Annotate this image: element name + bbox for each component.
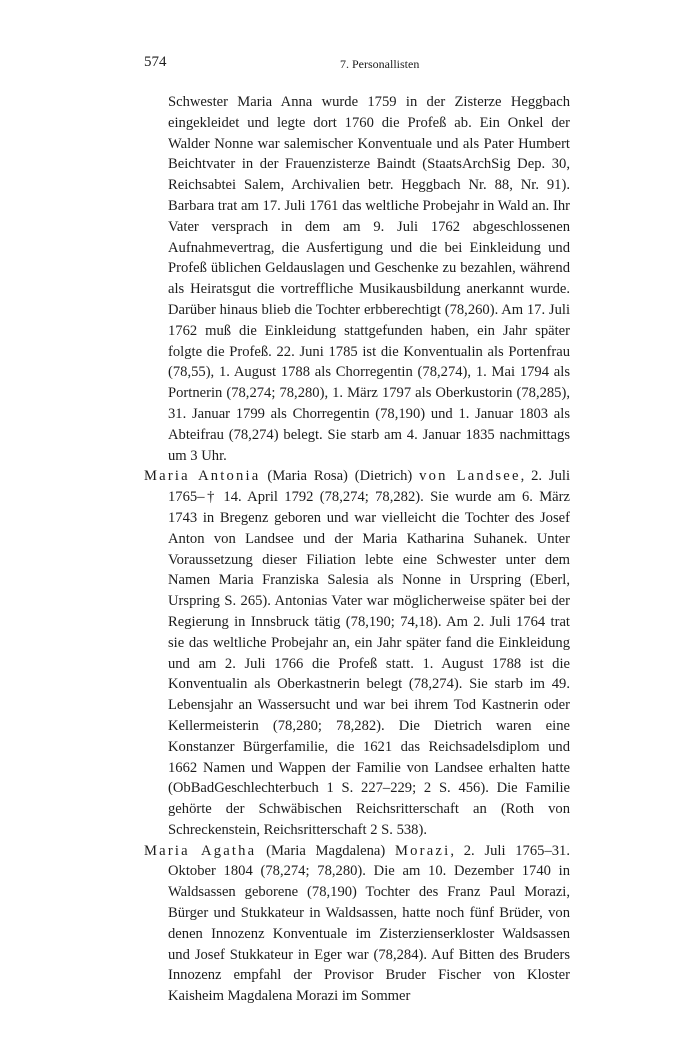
body-text (144, 92, 570, 1007)
entry-names-between: (Maria Rosa) (Dietrich) (260, 468, 420, 485)
running-title: 7. Personallisten (340, 57, 420, 71)
entry-maria-antonia (144, 466, 570, 840)
entry-text: , 2. Juli 1765–31. Oktober 1804 (78,274; 78,280). Die am 10. Dezember 1740 in Waldsassen geborene (78,190) Tochter des Franz Paul Morazi, Bürger und Stukkateur in Waldsassen, hatte noch fünf Brüder, von denen Innozenz Konventuale im Zisterzienserkloster Waldsassen und Josef Stukkateur in Eger war (78,284). Auf Bitten des Bruders Innozenz empfahl der Provisor Bruder Fischer von Kloster Kaisheim Magdalena Morazi im Sommer (168, 842, 571, 1005)
entry-text: , 2. Juli 1765–† 14. April 1792 (78,274; 78,282). Sie wurde am 6. März 1743 in Bregenz geboren und war vielleicht die Tochter des Josef Anton von Landsee und der Maria Katharina Suhanek. Unter Voraussetzung dieser Filiation lebte eine Schwester unter dem Namen Maria Franziska Salesia als Nonne in Urspring (Eberl, Urspring S. 265). Antonias Vater war möglicherweise später bei der Regierung in Innsbruck tätig (78,190; 74,18). Am 2. Juli 1764 trat sie das weltliche Probejahr an, ein Jahr später fand die Einkleidung und am 2. Juli 1766 die Profeß statt. 1. August 1788 ist die Konventualin als Oberkastnerin belegt (78,274). Sie starb im 49. Lebensjahr an Wassersucht und war bei ihrem Tod Kastnerin oder Kellermeisterin (78,280; 78,282). Die Dietrich waren eine Konstanzer Bürgerfamilie, die 1621 das Reichsadelsdiplom und 1662 Namen und Wappen der Familie von Landsee erhalten hatte (ObBadGeschlechterbuch 1 S. 227–229; 2 S. 456). Die Familie gehörte der Schwäbischen Reichsritterschaft an (Roth von Schreckenstein, Reichsritterschaft 2 S. 538). (168, 468, 570, 838)
entry-surname: Morazi (395, 842, 451, 859)
entry-name: Maria Agatha (144, 842, 257, 859)
entry-maria-agatha (144, 841, 570, 1007)
entry-surname: von Landsee (419, 468, 521, 485)
entry-name: Maria Antonia (144, 468, 261, 485)
continuation-paragraph: Schwester Maria Anna wurde 1759 in der Zisterze Heggbach eingekleidet und legte dort 1760 die Profeß ab. Ein Onkel der Walder Nonne war salemischer Konventuale und als Pater Humbert Beichtvater in der Frauenzisterze Baindt (StaatsArchSig Dep. 30, Reichsabtei Salem, Archivalien betr. Heggbach Nr. 88, Nr. 91). Barbara trat am 17. Juli 1761 das weltliche Probejahr in Wald an. Ihr Vater versprach in dem am 9. Juli 1762 abgeschlossenen Aufnahmevertrag, die Ausfertigung und die bei Einkleidung und Profeß üblichen Geldauslagen und Geschenke zu bezahlen, während als Heiratsgut die vortreffliche Musikausbildung anerkannt wurde. Darüber hinaus blieb die Tochter erbberechtigt (78,260). Am 17. Juli 1762 muß die Einkleidung stattgefunden haben, ein Jahr später folgte die Profeß. 22. Juni 1785 ist die Konventualin als Portenfrau (78,55), 1. August 1788 als Chorregentin (78,274), 1. Mai 1794 als Portnerin (78,274; 78,280), 1. März 1797 als Oberkustorin (78,285), 31. Januar 1799 als Chorregentin (78,190) und 1. Januar 1803 als Abteifrau (78,274) belegt. Sie starb am 4. Januar 1835 nachmittags um 3 Uhr. (168, 94, 570, 464)
entry-names-between: (Maria Magdalena) (256, 842, 395, 859)
page-number: 574 (144, 54, 167, 70)
